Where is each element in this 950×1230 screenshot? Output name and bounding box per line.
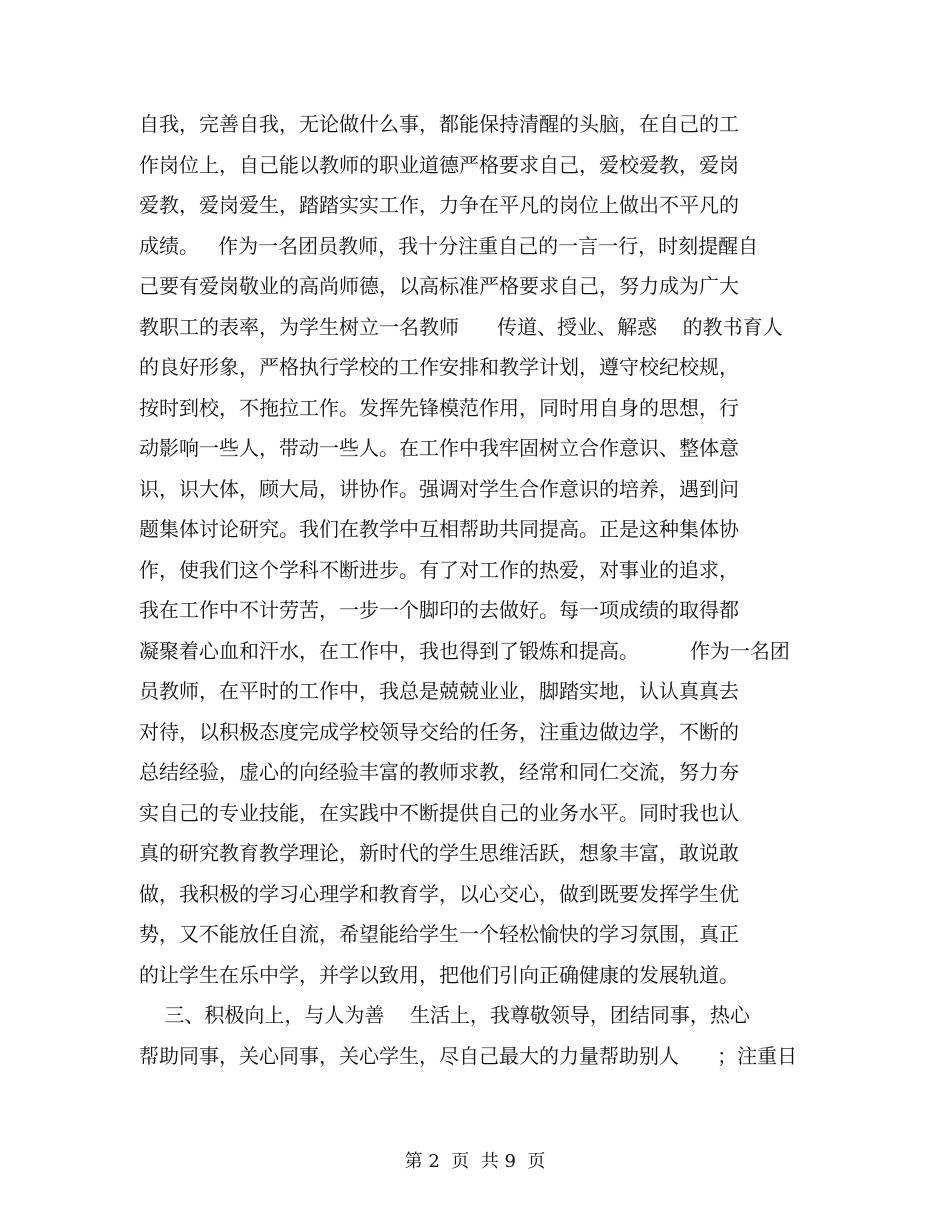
text-line: 做，我积极的学习心理学和教育学，以心交心，做到既要发挥学生优 — [139, 881, 739, 906]
text-line: 爱教，爱岗爱生，踏踏实实工作，力争在平凡的岗位上做出不平凡的 — [139, 193, 739, 217]
text-line: 总结经验，虚心的向经验丰富的教师求教，经常和同仁交流，努力夯 — [139, 760, 739, 784]
text-line: 对待，以积极态度完成学校领导交给的任务，注重边做边学，不断的 — [139, 719, 739, 744]
text-line: 自我，完善自我，无论做什么事，都能保持清醒的头脑，在自己的工 — [139, 112, 739, 136]
text-line: 的让学生在乐中学，并学以致用，把他们引向正确健康的发展轨道。 — [139, 962, 739, 987]
text-line: 作岗位上，自己能以教师的职业道德严格要求自己，爱校爱教，爱岗 — [139, 152, 739, 177]
text-line: 凝聚着心血和汗水，在工作中，我也得到了锻炼和提高。 作为一名团 — [139, 638, 790, 663]
text-line: 识，识大体，顾大局，讲协作。强调对学生合作意识的培养，遇到问 — [139, 476, 739, 501]
text-line: 动影响一些人，带动一些人。在工作中我牢固树立合作意识、整体意 — [139, 436, 739, 460]
text-line: 实自己的专业技能，在实践中不断提供自己的业务水平。同时我也认 — [139, 800, 739, 825]
text-line: 势，又不能放任自流，希望能给学生一个轻松愉快的学习氛围，真正 — [139, 922, 739, 946]
text-line: 成绩。 作为一名团员教师，我十分注重自己的一言一行，时刻提醒自 — [139, 233, 759, 258]
page-footer: 第 2 页 共 9 页 — [404, 1151, 546, 1172]
text-line: 员教师，在平时的工作中，我总是兢兢业业，脚踏实地，认认真真去 — [139, 679, 739, 703]
text-line: 真的研究教育教学理论，新时代的学生思维活跃，想象丰富，敢说敢 — [139, 841, 739, 865]
text-line: 帮助同事，关心同事，关心学生，尽自己最大的力量帮助别人 ；注重日 — [139, 1043, 798, 1068]
text-line: 作，使我们这个学科不断进步。有了对工作的热爱，对事业的追求， — [139, 557, 739, 582]
text-line: 教职工的表率，为学生树立一名教师 传道、授业、解惑 的教书育人 — [139, 314, 783, 339]
text-line: 题集体讨论研究。我们在教学中互相帮助共同提高。正是这种集体协 — [139, 517, 739, 541]
text-line: 的良好形象，严格执行学校的工作安排和教学计划，遵守校纪校规， — [139, 355, 739, 379]
text-line: 我在工作中不计劳苦，一步一个脚印的去做好。每一项成绩的取得都 — [139, 598, 739, 622]
text-line: 三、积极向上，与人为善 生活上，我尊敬领导，团结同事，热心 — [139, 1003, 750, 1027]
text-line: 按时到校，不拖拉工作。发挥先锋模范作用，同时用自身的思想，行 — [139, 395, 739, 420]
text-line: 己要有爱岗敬业的高尚师德，以高标准严格要求自己，努力成为广大 — [139, 274, 739, 298]
